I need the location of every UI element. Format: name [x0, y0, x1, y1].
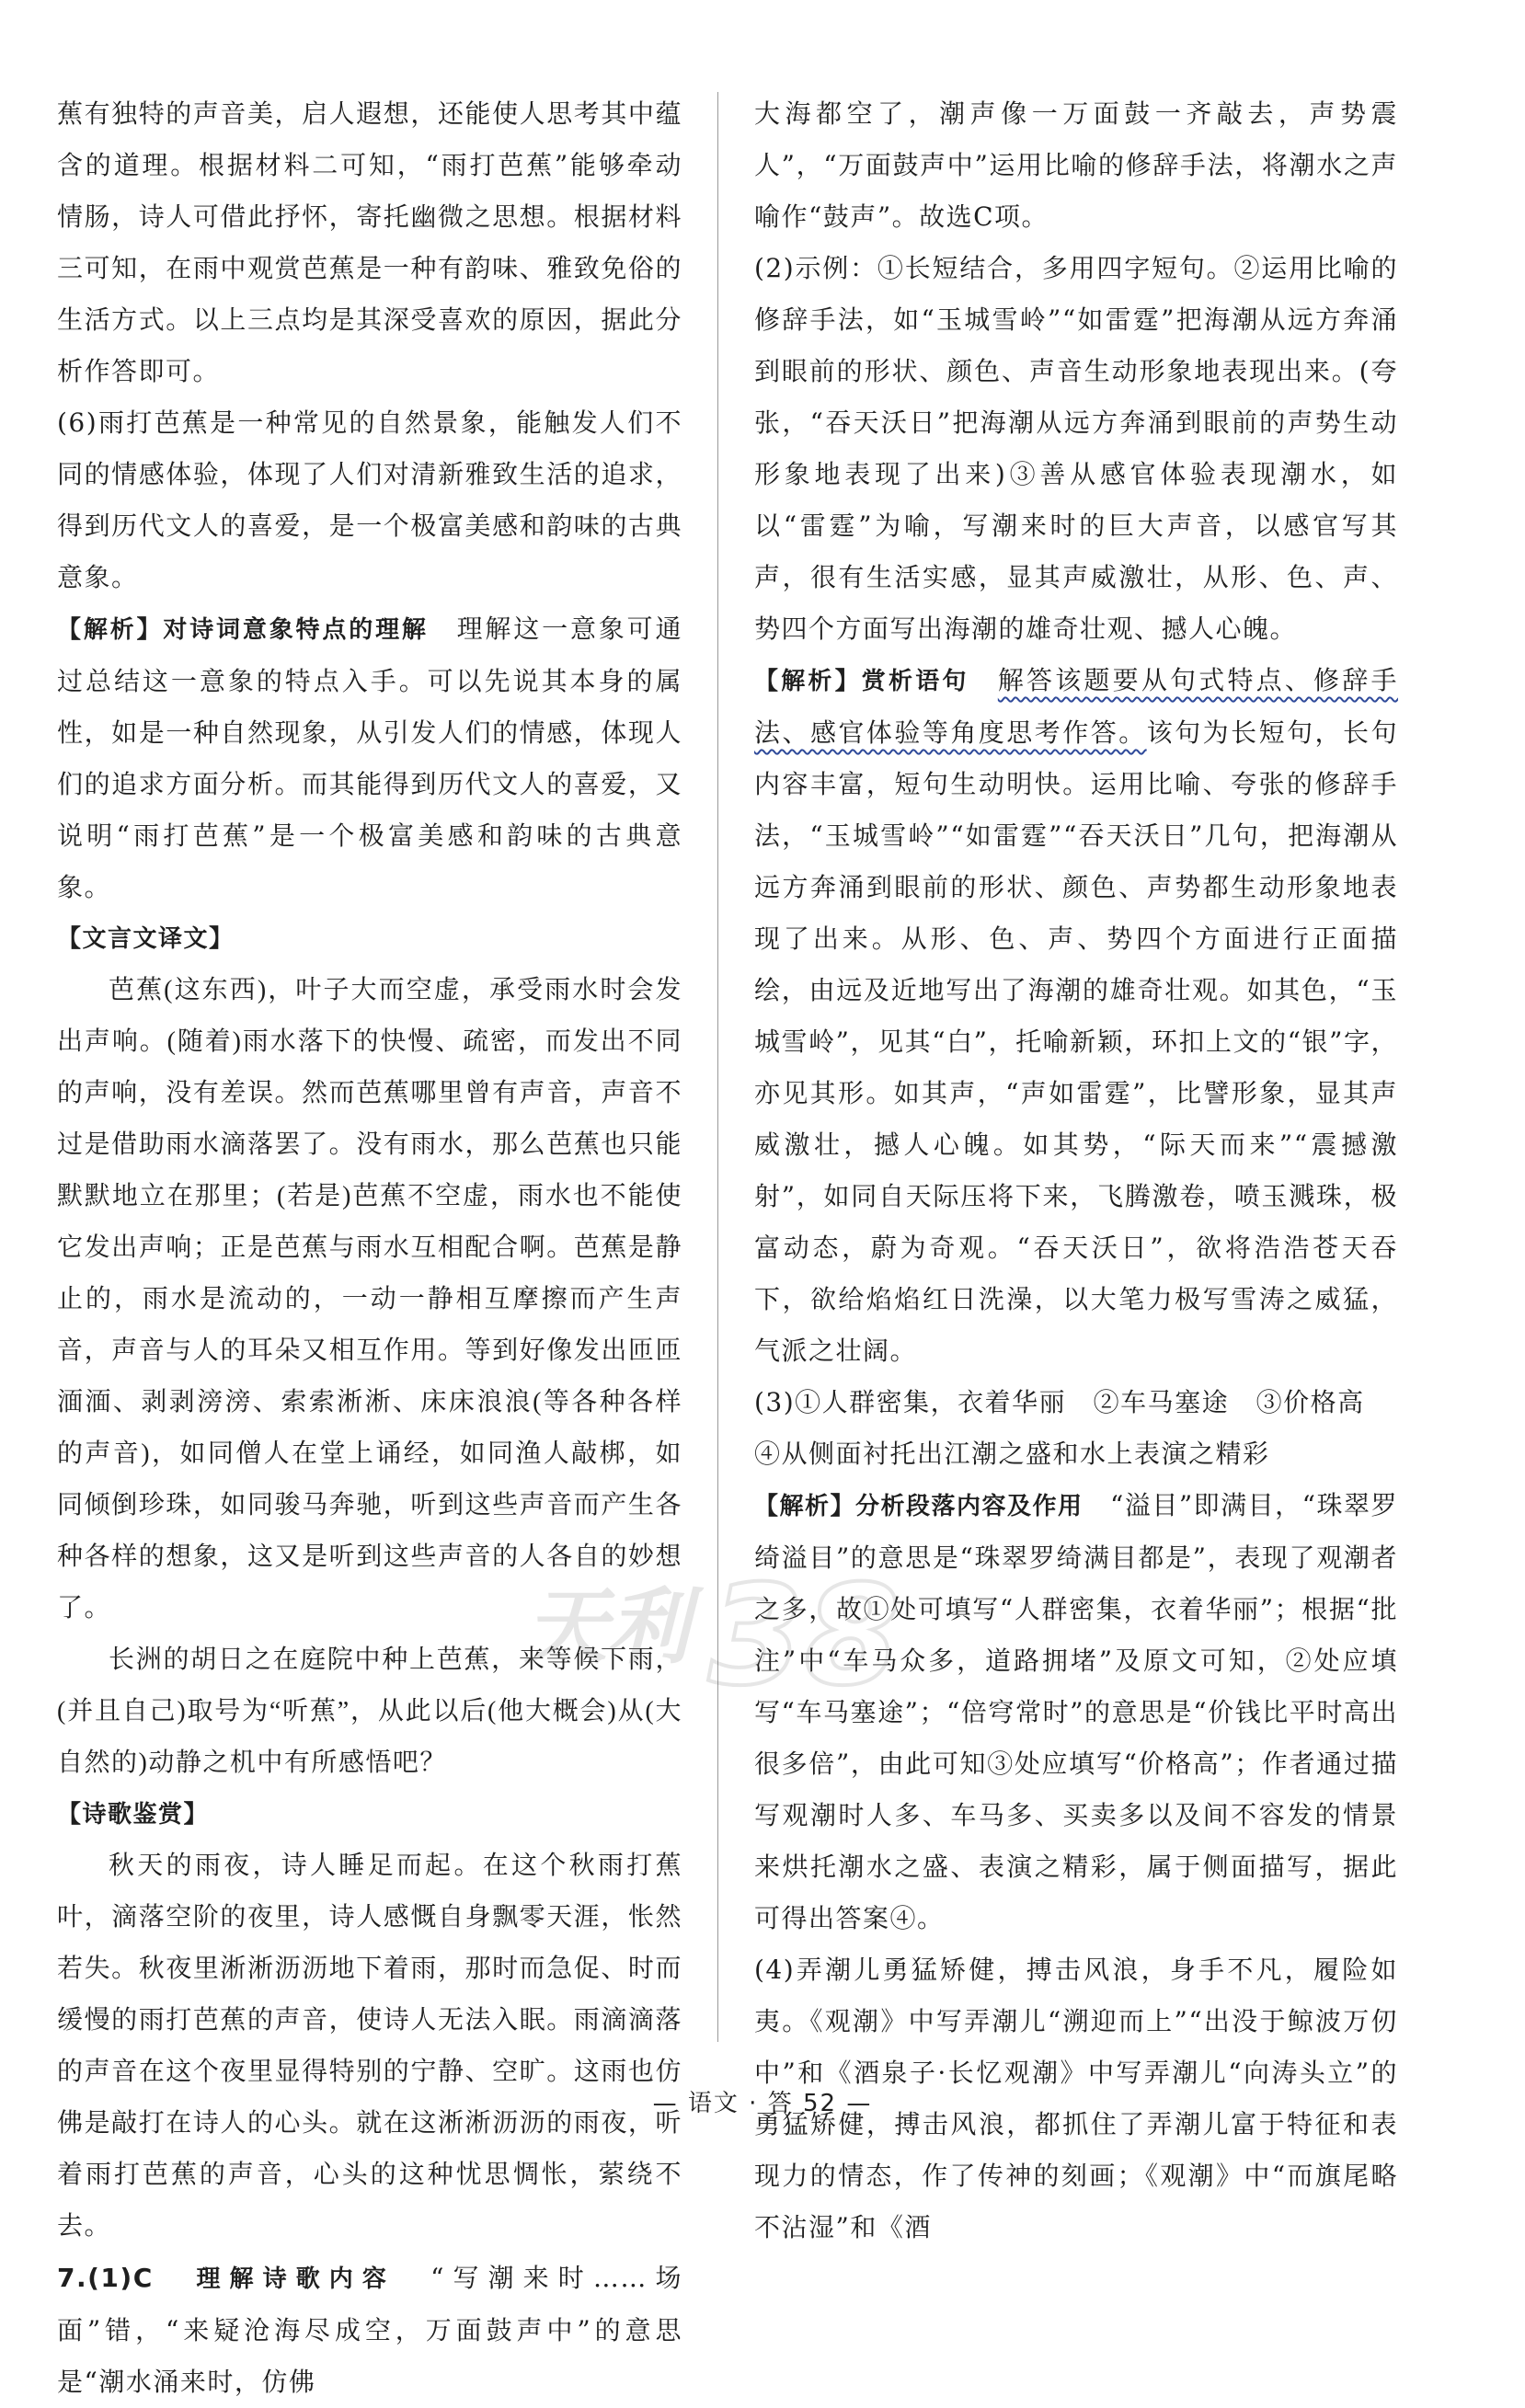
analysis-paragraph — [754, 655, 1398, 1377]
page-footer: — 语文 · 答 52 — — [652, 2090, 873, 2117]
question-label: 理解诗歌内容 — [196, 2265, 396, 2293]
answer-continuation: 大海都空了，潮声像一万面鼓一齐敲去，声势震人”，“万面鼓声中”运用比喻的修辞手法，将潮水之声喻作“鼓声”。故选C项。 — [754, 98, 1398, 232]
analysis-paragraph-2 — [754, 1480, 1398, 1944]
question-text: “写潮来时……场面”错，“来疑沧海尽成空，万面鼓声中”的意思是“潮水涌来时，仿佛 — [57, 2263, 682, 2397]
analysis-text: “溢目”即满目，“珠翠罗绮溢目”的意思是“珠翠罗绮满目都是”，表现了观潮者之多，故①处可填写“人群密集，衣着华丽”；根据“批注”中“车马众多，道路拥堵”及原文可知，②处应填写“车马塞途”；“倍穹常时”的意思是“价钱比平时高出很多倍”，由此可知③处应填写“价格高”；作者通过描写观潮时人多、车马多、买卖多以及间不容发的情景来烘托潮水之盛、表演之精彩，属于侧面描写，据此可得出答案④。 — [754, 1490, 1398, 1933]
poem-appreciation: 秋天的雨夜，诗人睡足而起。在这个秋雨打蕉叶，滴落空阶的夜里，诗人感慨自身飘零天涯，怅然若失。秋夜里淅淅沥沥地下着雨，那时而急促、时而缓慢的雨打芭蕉的声音，使诗人无法入眠。雨滴滴落的声音在这个夜里显得特别的宁静、空旷。这雨也仿佛是敲打在诗人的心头。就在这淅淅沥沥的雨夜，听着雨打芭蕉的声音，心头的这种忧思惆怅，萦绕不去。 — [57, 1852, 682, 2241]
answer-2: (2)示例：①长短结合，多用四字短句。②运用比喻的修辞手法，如“玉城雪岭”“如雷霆”把海潮从远方奔涌到眼前的形状、颜色、声音生动形象地表现出来。(夸张，“吞天沃日”把海潮从远方奔涌到眼前的声势生动形象地表现了出来)③善从感官体验表现潮水，如以“雷霆”为喻，写潮来时的巨大声音，以感官写其声，很有生活实感，显其声威激壮，从形、色、声、势四个方面写出海潮的雄奇壮观、撼人心魄。 — [754, 253, 1398, 644]
answer-choice: (1)C — [87, 2263, 154, 2293]
analysis-paragraph — [57, 603, 682, 913]
answer-4: (4)弄潮儿勇猛矫健，搏击风浪，身手不凡，履险如夷。《观潮》中写弄潮儿“溯迎而上”“出没于鲸波万仞中”和《酒泉子·长忆观潮》中写弄潮儿“向涛头立”的勇猛矫健，搏击风浪，都抓住了弄潮儿富于特征和表现力的情态，作了传神的刻画；《观潮》中“而旗尾略不沾湿”和《酒 — [754, 1955, 1398, 2242]
translation-paragraph-2: 长洲的胡日之在庭院中种上芭蕉，来等候下雨，(并且自己)取号为“听蕉”，从此以后(他大概会)从(大自然的)动静之机中有所感悟吧？ — [57, 1645, 682, 1777]
answer-3-part-4: ④从侧面衬托出江潮之盛和水上表演之精彩 — [754, 1439, 1270, 1469]
svg-text:38: 38 — [708, 1556, 900, 1711]
right-column — [754, 88, 1398, 2253]
section-heading-translation: 【文言文译文】 — [57, 925, 235, 953]
question-7 — [57, 2253, 682, 2408]
question-number: 7. — [57, 2263, 88, 2293]
analysis-tag: 【解析】赏析语句 — [754, 668, 969, 695]
answer-paragraph: 蕉有独特的声音美，启人遐想，还能使人思考其中蕴含的道理。根据材料二可知，“雨打芭蕉”能够牵动情肠，诗人可借此抒怀，寄托幽微之思想。根据材料三可知，在雨中观赏芭蕉是一种有韵味、雅致免俗的生活方式。以上三点均是其深受喜欢的原因，据此分析作答即可。 — [57, 98, 682, 386]
answer-3: (3)①人群密集，衣着华丽 ②车马塞途 ③价格高 — [754, 1387, 1365, 1417]
analysis-text: 该句为长短句，长句内容丰富，短句生动明快。运用比喻、夸张的修辞手法，“玉城雪岭”“如雷霆”“吞天沃日”几句，把海潮从远方奔涌到眼前的形状、颜色、声势都生动形象地表现了出来。从形、色、声、势四个方面进行正面描绘，由远及近地写出了海潮的雄奇壮观。如其色，“玉城雪岭”，见其“白”，托喻新颖，环扣上文的“银”字，亦见其形。如其声，“声如雷霆”，比譬形象，显其声威激壮，撼人心魄。如其势，“际天而来”“震撼激射”，如同自天际压将下来，飞腾激卷，喷玉溅珠，极富动态，蔚为奇观。“吞天沃日”，欲将浩浩苍天吞下，欲给焰焰红日洗澡，以大笔力极写雪涛之威猛，气派之壮阔。 — [754, 717, 1398, 1366]
answer-6: (6)雨打芭蕉是一种常见的自然景象，能触发人们不同的情感体验，体现了人们对清新雅致生活的追求，得到历代文人的喜爱，是一个极富美感和韵味的古典意象。 — [57, 407, 682, 592]
svg-text:天利: 天利 — [524, 1579, 690, 1676]
analysis-text: 理解这一意象可通过总结这一意象的特点入手。可以先说其本身的属性，如是一种自然现象，从引发人们的情感，体现人们的追求方面分析。而其能得到历代文人的喜爱，又说明“雨打芭蕉”是一个极富美感和韵味的古典意象。 — [57, 613, 682, 902]
analysis-tag: 【解析】对诗词意象特点的理解 — [57, 616, 429, 644]
column-divider — [717, 92, 718, 2042]
section-heading-poem: 【诗歌鉴赏】 — [57, 1801, 210, 1829]
analysis-tag: 【解析】分析段落内容及作用 — [754, 1493, 1084, 1520]
left-column — [57, 88, 682, 2408]
wavy-underlined-text: 解答该题要从句式特点、修辞手法、感官体验等角度思考作答。 — [754, 665, 1398, 748]
translation-paragraph: 芭蕉(这东西)，叶子大而空虚，承受雨水时会发出声响。(随着)雨水落下的快慢、疏密，而发出不同的声响，没有差误。然而芭蕉哪里曾有声音，声音不过是借助雨水滴落罢了。没有雨水，那么芭蕉也只能默默地立在那里；(若是)芭蕉不空虚，雨水也不能使它发出声响；正是芭蕉与雨水互相配合啊。芭蕉是静止的，雨水是流动的，一动一静相互摩擦而产生声音，声音与人的耳朵又相互作用。等到好像发出匝匝湎湎、剥剥滂滂、索索淅淅、床床浪浪(等各种各样的声音)，如同僧人在堂上诵经，如同渔人敲梆，如同倾倒珍珠，如同骏马奔驰，听到这些声音而产生各种各样的想象，这又是听到这些声音的人各自的妙想了。 — [57, 976, 682, 1623]
